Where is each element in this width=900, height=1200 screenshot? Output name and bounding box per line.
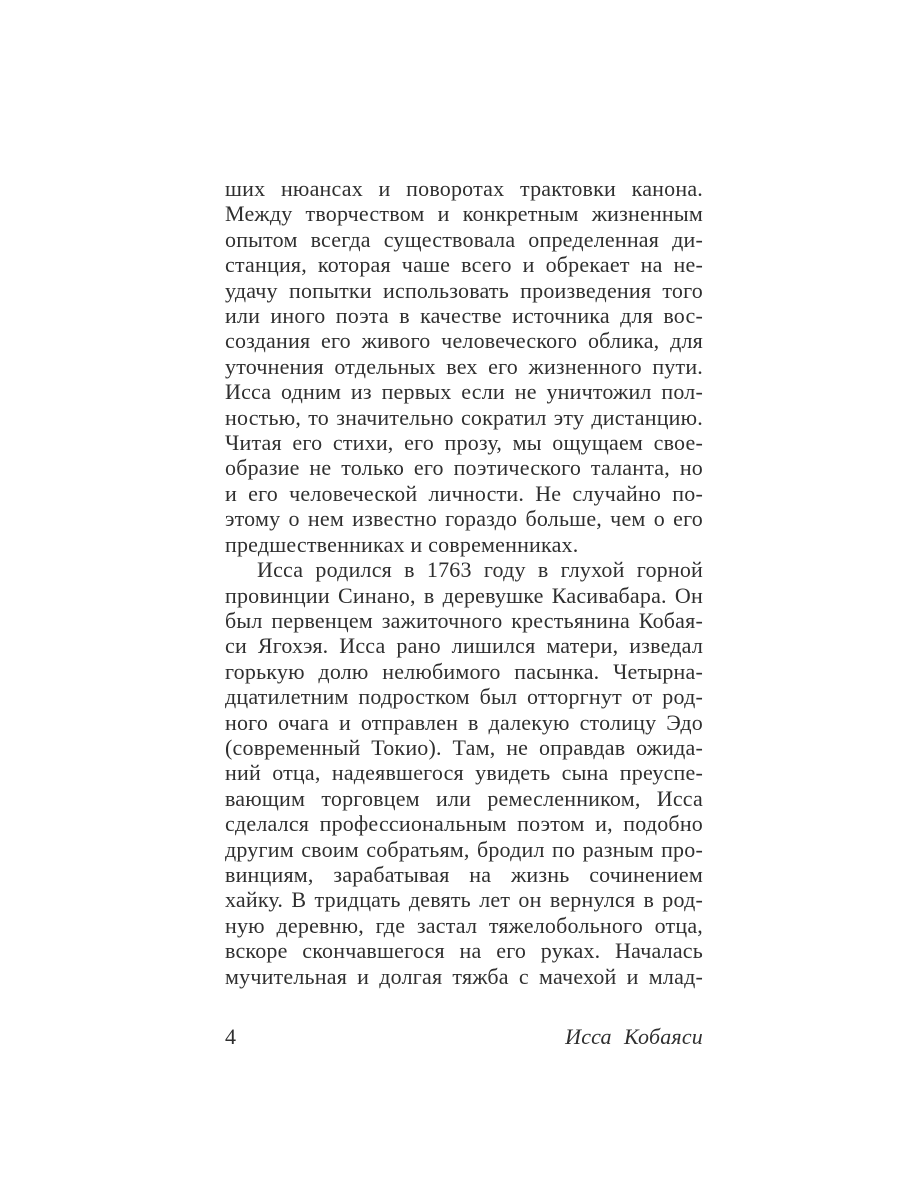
text-line: Исса одним из первых если не уничтожил пол- xyxy=(225,379,703,405)
text-line: удачу попытки использовать произведения того xyxy=(225,277,703,303)
text-line: ную деревню, где застал тяжелобольного отца, xyxy=(225,912,703,938)
text-line: предшественниках и современниках. xyxy=(225,531,579,557)
body-text xyxy=(225,176,703,989)
text-line: или иного поэта в качестве источника для вос- xyxy=(225,303,703,329)
text-line: ших нюансах и поворотах трактовки канона. xyxy=(225,176,703,201)
text-line: провинции Синано, в деревушке Касивабара. Он xyxy=(225,582,703,608)
text-line: образие не только его поэтического таланта, но xyxy=(225,455,703,481)
page-footer xyxy=(225,1024,703,1049)
page-number: 4 xyxy=(225,1024,237,1049)
text-line: си Ягохэя. Исса рано лишился матери, изведал xyxy=(225,633,703,659)
text-line: и его человеческой личности. Не случайно по- xyxy=(225,480,703,506)
text-line: создания его живого человеческого облика, для xyxy=(225,328,703,354)
text-line: (современный Токио). Там, не оправдав ожида- xyxy=(225,734,703,760)
text-line: другим своим собратьям, бродил по разным про- xyxy=(225,836,703,862)
text-line: Между творчеством и конкретным жизненным xyxy=(225,201,703,227)
text-line: ний отца, надеявшегося увидеть сына преуспе- xyxy=(225,760,703,786)
footer-author: Исса Кобаяси xyxy=(565,1024,703,1049)
text-line: ностью, то значительно сократил эту дистанцию. xyxy=(225,404,703,430)
text-line: сделался профессиональным поэтом и, подобно xyxy=(225,811,703,837)
text-line: ного очага и отправлен в далекую столицу Эдо xyxy=(225,709,703,735)
text-line: винциям, зарабатывая на жизнь сочинением xyxy=(225,861,703,887)
text-line: Читая его стихи, его прозу, мы ощущаем свое- xyxy=(225,430,703,456)
text-line: уточнения отдельных вех его жизненного пути. xyxy=(225,353,703,379)
text-line: Исса родился в 1763 году в глухой горной xyxy=(257,557,703,583)
text-line: этому о нем известно гораздо больше, чем о его xyxy=(225,506,703,532)
text-line: дцатилетним подростком был отторгнут от род- xyxy=(225,684,703,710)
text-line: вскоре скончавшегося на его руках. Началась xyxy=(225,938,703,964)
text-line: вающим торговцем или ремесленником, Исса xyxy=(225,785,703,811)
text-line: был первенцем зажиточного крестьянина Кобая- xyxy=(225,607,703,633)
text-line: горькую долю нелюбимого пасынка. Четырна- xyxy=(225,658,703,684)
text-line: хайку. В тридцать девять лет он вернулся в род- xyxy=(225,887,703,913)
text-line: опытом всегда существовала определенная ди- xyxy=(225,226,703,252)
text-line: станция, которая чаше всего и обрекает на не- xyxy=(225,252,703,278)
text-line: мучительная и долгая тяжба с мачехой и млад- xyxy=(225,963,703,989)
